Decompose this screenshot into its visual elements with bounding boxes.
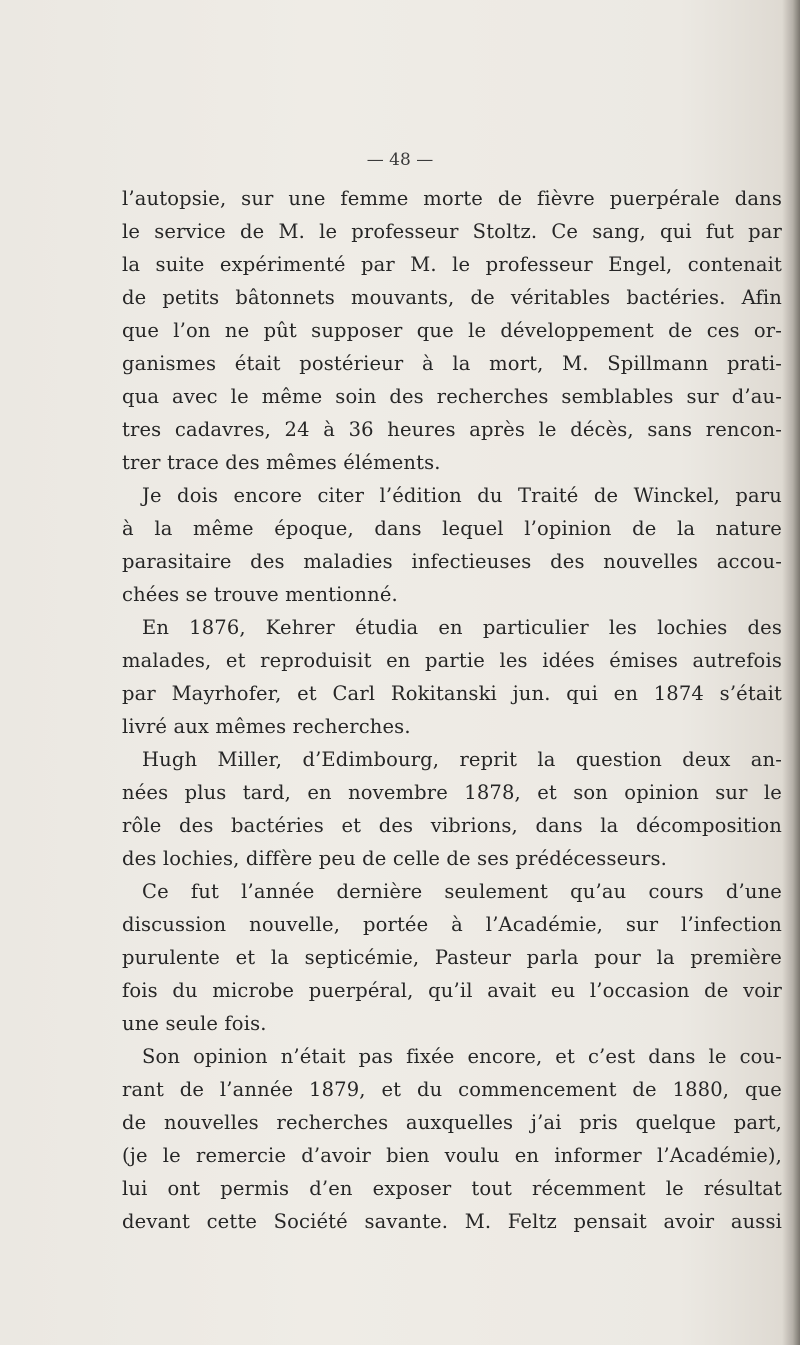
text-line: qua avec le même soin des recherches semblables sur d’au- <box>122 385 782 408</box>
text-line: Hugh Miller, d’Edimbourg, reprit la question deux an- <box>142 748 782 771</box>
text-line: le service de M. le professeur Stoltz. Ce sang, qui fut par <box>122 220 782 243</box>
text-line: rôle des bactéries et des vibrions, dans la décomposition <box>122 814 782 837</box>
text-line: trer trace des mêmes éléments. <box>122 451 441 474</box>
text-line: de petits bâtonnets mouvants, de véritables bactéries. Afin <box>122 286 782 309</box>
text-line: En 1876, Kehrer étudia en particulier les lochies des <box>142 616 782 639</box>
text-line: purulente et la septicémie, Pasteur parla pour la première <box>122 946 782 969</box>
text-line: nées plus tard, en novembre 1878, et son opinion sur le <box>122 781 782 804</box>
text-line: devant cette Société savante. M. Feltz pensait avoir aussi <box>122 1210 782 1233</box>
text-line: Son opinion n’était pas fixée encore, et c’est dans le cou- <box>142 1045 782 1068</box>
text-line: des lochies, diffère peu de celle de ses prédécesseurs. <box>122 847 667 870</box>
text-line: fois du microbe puerpéral, qu’il avait eu l’occasion de voir <box>122 979 782 1002</box>
text-line: rant de l’année 1879, et du commencement de 1880, que <box>122 1078 782 1101</box>
text-line: Ce fut l’année dernière seulement qu’au cours d’une <box>142 880 782 903</box>
text-line: à la même époque, dans lequel l’opinion de la nature <box>122 517 782 540</box>
text-line: par Mayrhofer, et Carl Rokitanski jun. qui en 1874 s’était <box>122 682 782 705</box>
page-number: — 48 — <box>366 150 434 170</box>
text-line: (je le remercie d’avoir bien voulu en informer l’Académie), <box>122 1144 782 1167</box>
text-line: lui ont permis d’en exposer tout récemment le résultat <box>122 1177 782 1200</box>
text-line: que l’on ne pût supposer que le développement de ces or- <box>122 319 782 342</box>
text-line: ganismes était postérieur à la mort, M. Spillmann prati- <box>122 352 782 375</box>
text-line: parasitaire des maladies infectieuses des nouvelles accou- <box>122 550 782 573</box>
text-line: de nouvelles recherches auxquelles j’ai pris quelque part, <box>122 1111 782 1134</box>
text-line: discussion nouvelle, portée à l’Académie, sur l’infection <box>122 913 782 936</box>
text-line: l’autopsie, sur une femme morte de fièvre puerpérale dans <box>122 187 782 210</box>
page-edge-shadow <box>782 0 800 1345</box>
text-line: tres cadavres, 24 à 36 heures après le décès, sans rencon- <box>122 418 782 441</box>
text-line: Je dois encore citer l’édition du Traité de Winckel, paru <box>142 484 782 507</box>
text-line: chées se trouve mentionné. <box>122 583 398 606</box>
body-text <box>122 182 782 1238</box>
text-line: la suite expérimenté par M. le professeur Engel, contenait <box>122 253 782 276</box>
text-line: livré aux mêmes recherches. <box>122 715 411 738</box>
text-line: une seule fois. <box>122 1012 267 1035</box>
text-line: malades, et reproduisit en partie les idées émises autrefois <box>122 649 782 672</box>
